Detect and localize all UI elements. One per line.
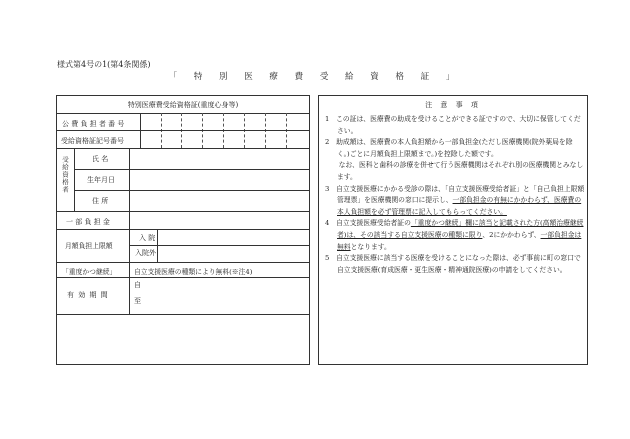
validity-to-label: 至 bbox=[134, 297, 141, 305]
notes-title: 注 意 事 項 bbox=[425, 101, 481, 109]
copay-label: 一 部 負 担 金 bbox=[66, 218, 110, 226]
note-item: 3 自立支援医療にかかる受診の際は、「自立支援医療受給者証」と「自己負担上限額管理票」を医療機関の窓口に提示し、一部負担金の有無にかかわらず、医療費の本人負担額を必ず管理票に記入してもらってください。 bbox=[325, 184, 585, 216]
monthly-limit-label: 月額負担上限額 bbox=[65, 242, 113, 250]
note-item: なお、医科と歯科の診療を併せて行う医療機関はそれぞれ別の医療機関とみなします。 bbox=[337, 161, 584, 181]
note-item: 2 助成額は、医療費の本人負担額から一部負担金(ただし医療機関(院外薬局を除く。)ごとに月額負担上限額まで。)を控除した額です。 bbox=[325, 138, 573, 158]
address-label: 住 所 bbox=[92, 197, 109, 205]
note-item: 1 この証は、医療費の助成を受けることができる証ですので、大切に保管してください。 bbox=[325, 115, 581, 135]
outpatient-label: 入院外 bbox=[135, 249, 156, 257]
certificate-panel bbox=[56, 95, 310, 365]
name-label: 氏 名 bbox=[92, 155, 109, 163]
document-title: 「 特 別 医 療 費 受 給 資 格 証 」 bbox=[168, 72, 462, 82]
recipient-number-label: 受給資格証記号番号 bbox=[61, 137, 124, 145]
severe-continuous-label: 「重度かつ継続」 bbox=[62, 268, 117, 276]
form-number: 様式第4号の1(第4条関係) bbox=[57, 60, 151, 69]
note-item: 4 自立支援医療受給者証の「重度かつ継続」欄に該当と記載された方(高額治療継続者)は、その該当する自立支援医療の種類に限り、2にかかわらず、一部負担金は無料となります。 bbox=[325, 219, 584, 251]
validity-from-label: 自 bbox=[134, 281, 141, 289]
validity-label: 有 効 期 間 bbox=[67, 291, 109, 299]
severe-continuous-value: 自立支援医療の種類により無料(※注4) bbox=[134, 268, 253, 276]
insurer-number-label: 公 費 負 担 者 番 号 bbox=[62, 120, 125, 128]
recipient-vertical-label: 受給資格者 bbox=[61, 156, 69, 194]
note-item: 5 自立支援医療に該当する医療を受けることになった際は、必ず事前に町の窓口で自立支援医療(育成医療・更生医療・精神通院医療)の申請をしてください。 bbox=[325, 254, 581, 274]
birthdate-label: 生年月日 bbox=[87, 176, 115, 184]
certificate-title: 特別医療費受給資格証(重度心身等) bbox=[127, 101, 239, 109]
inpatient-label: 入 院 bbox=[139, 234, 156, 242]
notes-list bbox=[325, 114, 585, 276]
notes-panel bbox=[318, 95, 588, 365]
